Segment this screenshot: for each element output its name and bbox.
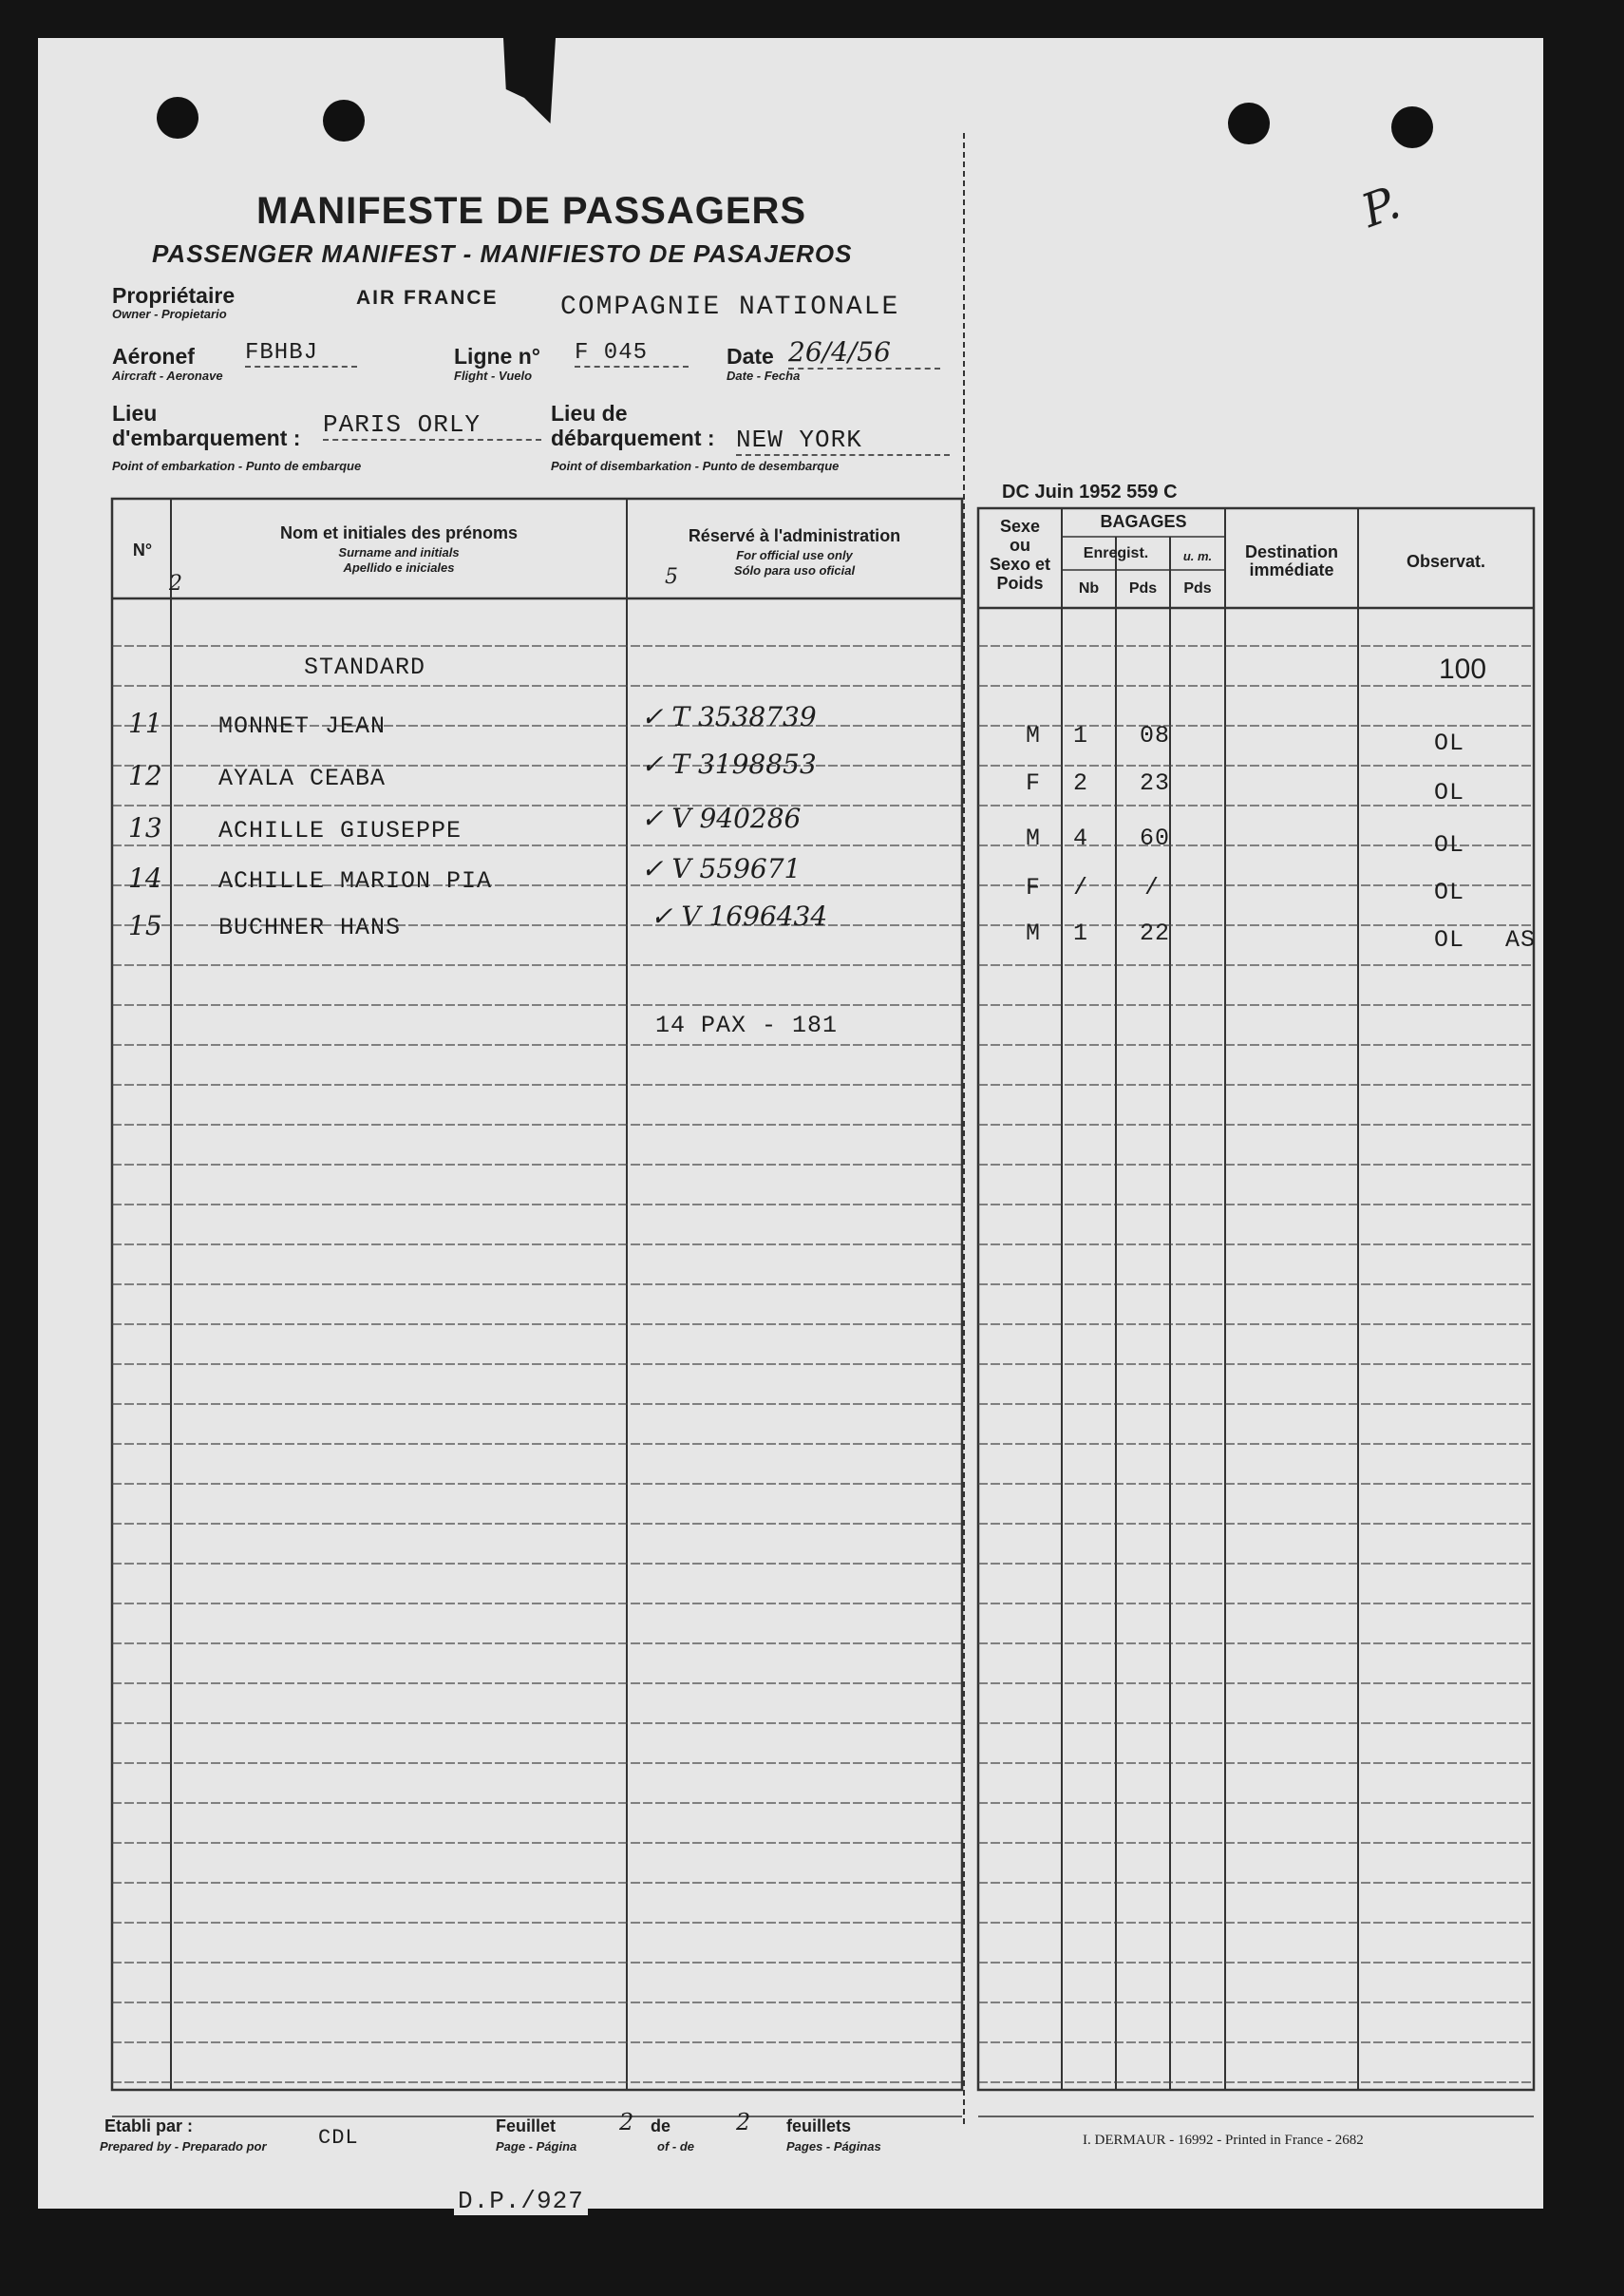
disembark-label-2: débarquement : [551, 426, 715, 450]
passenger-admin: ✓ V 1696434 [651, 901, 828, 932]
passenger-obs: OL [1434, 730, 1465, 757]
col-ue-header: u. m. [1182, 549, 1213, 563]
passenger-admin: ✓ T 3538739 [641, 701, 817, 732]
passenger-obs: OL [1434, 779, 1465, 806]
col-baggage-header: BAGAGES [1100, 512, 1187, 531]
passenger-pds: 08 [1140, 722, 1171, 750]
col-admin-sub2: Sólo para uso oficial [733, 563, 856, 578]
admin-mark: 5 [665, 565, 678, 589]
passenger-nb: 2 [1073, 769, 1089, 797]
embark-value: PARIS ORLY [323, 410, 541, 441]
date-value: 26/4/56 [788, 336, 940, 370]
of-value: 2 [736, 2109, 751, 2135]
passenger-nb: 1 [1073, 920, 1089, 947]
passenger-sex: F [1026, 769, 1042, 797]
passenger-sex: M [1026, 920, 1042, 947]
passenger-obs2: AS [1505, 926, 1537, 954]
passenger-name: MONNET JEAN [218, 712, 387, 740]
owner-sublabel: Owner - Propietario [112, 307, 227, 321]
embark-label-2: d'embarquement : [112, 426, 301, 450]
pax-summary: 14 PAX - 181 [655, 1012, 839, 1039]
no-mark: 2 [169, 572, 182, 596]
col-pds-header: Pds [1128, 580, 1158, 597]
embark-label-1: Lieu [112, 401, 158, 426]
passenger-pds: 60 [1140, 825, 1171, 852]
page-title: MANIFESTE DE PASSAGERS [256, 190, 807, 232]
manifest-sheet [38, 38, 1543, 2209]
passenger-sex: F [1026, 874, 1042, 901]
embark-sublabel: Point of embarkation - Punto de embarque [112, 459, 362, 473]
sheet-value: 2 [619, 2109, 634, 2135]
date-label: Date [727, 344, 774, 369]
col-name-header: Nom et initiales des prénoms [279, 523, 519, 542]
sheets-label: feuillets [786, 2116, 852, 2135]
class-label: STANDARD [304, 654, 426, 681]
passenger-pds: 22 [1140, 920, 1171, 947]
printer-line: I. DERMAUR - 16992 - Printed in France - 2682 [1083, 2133, 1364, 2148]
of-sublabel: of - de [657, 2139, 694, 2154]
dp-mark: D.P./927 [454, 2187, 588, 2215]
prepared-sublabel: Prepared by - Preparado por [100, 2139, 267, 2154]
passenger-obs: OL [1434, 831, 1465, 859]
col-name-sub2: Apellido e iniciales [343, 560, 455, 575]
form-code: DC Juin 1952 559 C [1002, 482, 1178, 503]
aircraft-sublabel: Aircraft - Aeronave [112, 369, 223, 383]
col-sex-header-1: Sexe [999, 517, 1041, 536]
sheet-sublabel: Page - Página [496, 2139, 577, 2154]
col-destination-header: Destination immédiate [1244, 542, 1338, 579]
passenger-pds: 23 [1140, 769, 1171, 797]
owner-label: Propriétaire [112, 283, 236, 308]
date-sublabel: Date - Fecha [727, 369, 801, 383]
passenger-no: 15 [128, 910, 162, 941]
col-observ-header: Observat. [1406, 552, 1486, 571]
prepared-value: CDL [318, 2126, 359, 2150]
sheet-label: Feuillet [496, 2116, 557, 2135]
disembark-value: NEW YORK [736, 426, 950, 456]
passenger-no: 12 [128, 760, 162, 791]
passenger-obs: OL [1434, 879, 1465, 906]
observ-top-value: 100 [1439, 654, 1487, 685]
passenger-name: AYALA CEABA [218, 765, 387, 792]
passenger-name: ACHILLE MARION PIA [218, 867, 493, 895]
passenger-no: 14 [128, 863, 162, 894]
aircraft-value: FBHBJ [245, 340, 357, 368]
col-nb-header: Nb [1078, 580, 1100, 597]
passenger-nb: / [1073, 874, 1089, 901]
owner-typed: COMPAGNIE NATIONALE [560, 293, 900, 322]
passenger-nb: 4 [1073, 825, 1089, 852]
passenger-nb: 1 [1073, 722, 1089, 750]
corner-handwriting: P. [1354, 176, 1407, 238]
disembark-sublabel: Point of disembarkation - Punto de desembarque [551, 459, 840, 473]
passenger-pds: / [1144, 874, 1161, 901]
col-sex-header-2: ou [1010, 536, 1030, 555]
of-label: de [651, 2116, 671, 2135]
passenger-admin: ✓ V 559671 [641, 853, 802, 884]
col-sex-header-4: Poids [996, 574, 1044, 593]
passenger-admin: ✓ T 3198853 [641, 749, 817, 780]
passenger-name: BUCHNER HANS [218, 914, 402, 941]
aircraft-label: Aéronef [112, 344, 195, 369]
passenger-obs: OL [1434, 926, 1465, 954]
passenger-sex: M [1026, 722, 1042, 750]
passenger-no: 11 [128, 708, 162, 739]
disembark-label-1: Lieu de [551, 401, 628, 426]
page-subtitle: PASSENGER MANIFEST - MANIFIESTO DE PASAJEROS [152, 239, 853, 268]
owner-value: AIR FRANCE [356, 287, 499, 309]
line-label: Ligne n° [454, 344, 540, 369]
col-no-header: N° [132, 541, 153, 560]
col-sex-header-3: Sexo et [989, 555, 1051, 574]
line-value: F 045 [575, 340, 689, 368]
passenger-no: 13 [128, 812, 162, 844]
col-registered-header: Enregist. [1083, 545, 1149, 561]
passenger-admin: ✓ V 940286 [641, 803, 802, 834]
passenger-sex: M [1026, 825, 1042, 852]
col-admin-header: Réservé à l'administration [688, 526, 901, 545]
prepared-label: Etabli par : [104, 2116, 194, 2135]
col-name-sub1: Surname and initials [338, 545, 460, 560]
sheets-sublabel: Pages - Páginas [786, 2139, 881, 2154]
line-sublabel: Flight - Vuelo [454, 369, 533, 383]
col-pds2-header: Pds [1183, 580, 1212, 597]
col-admin-sub1: For official use only [736, 548, 853, 562]
passenger-name: ACHILLE GIUSEPPE [218, 817, 463, 844]
